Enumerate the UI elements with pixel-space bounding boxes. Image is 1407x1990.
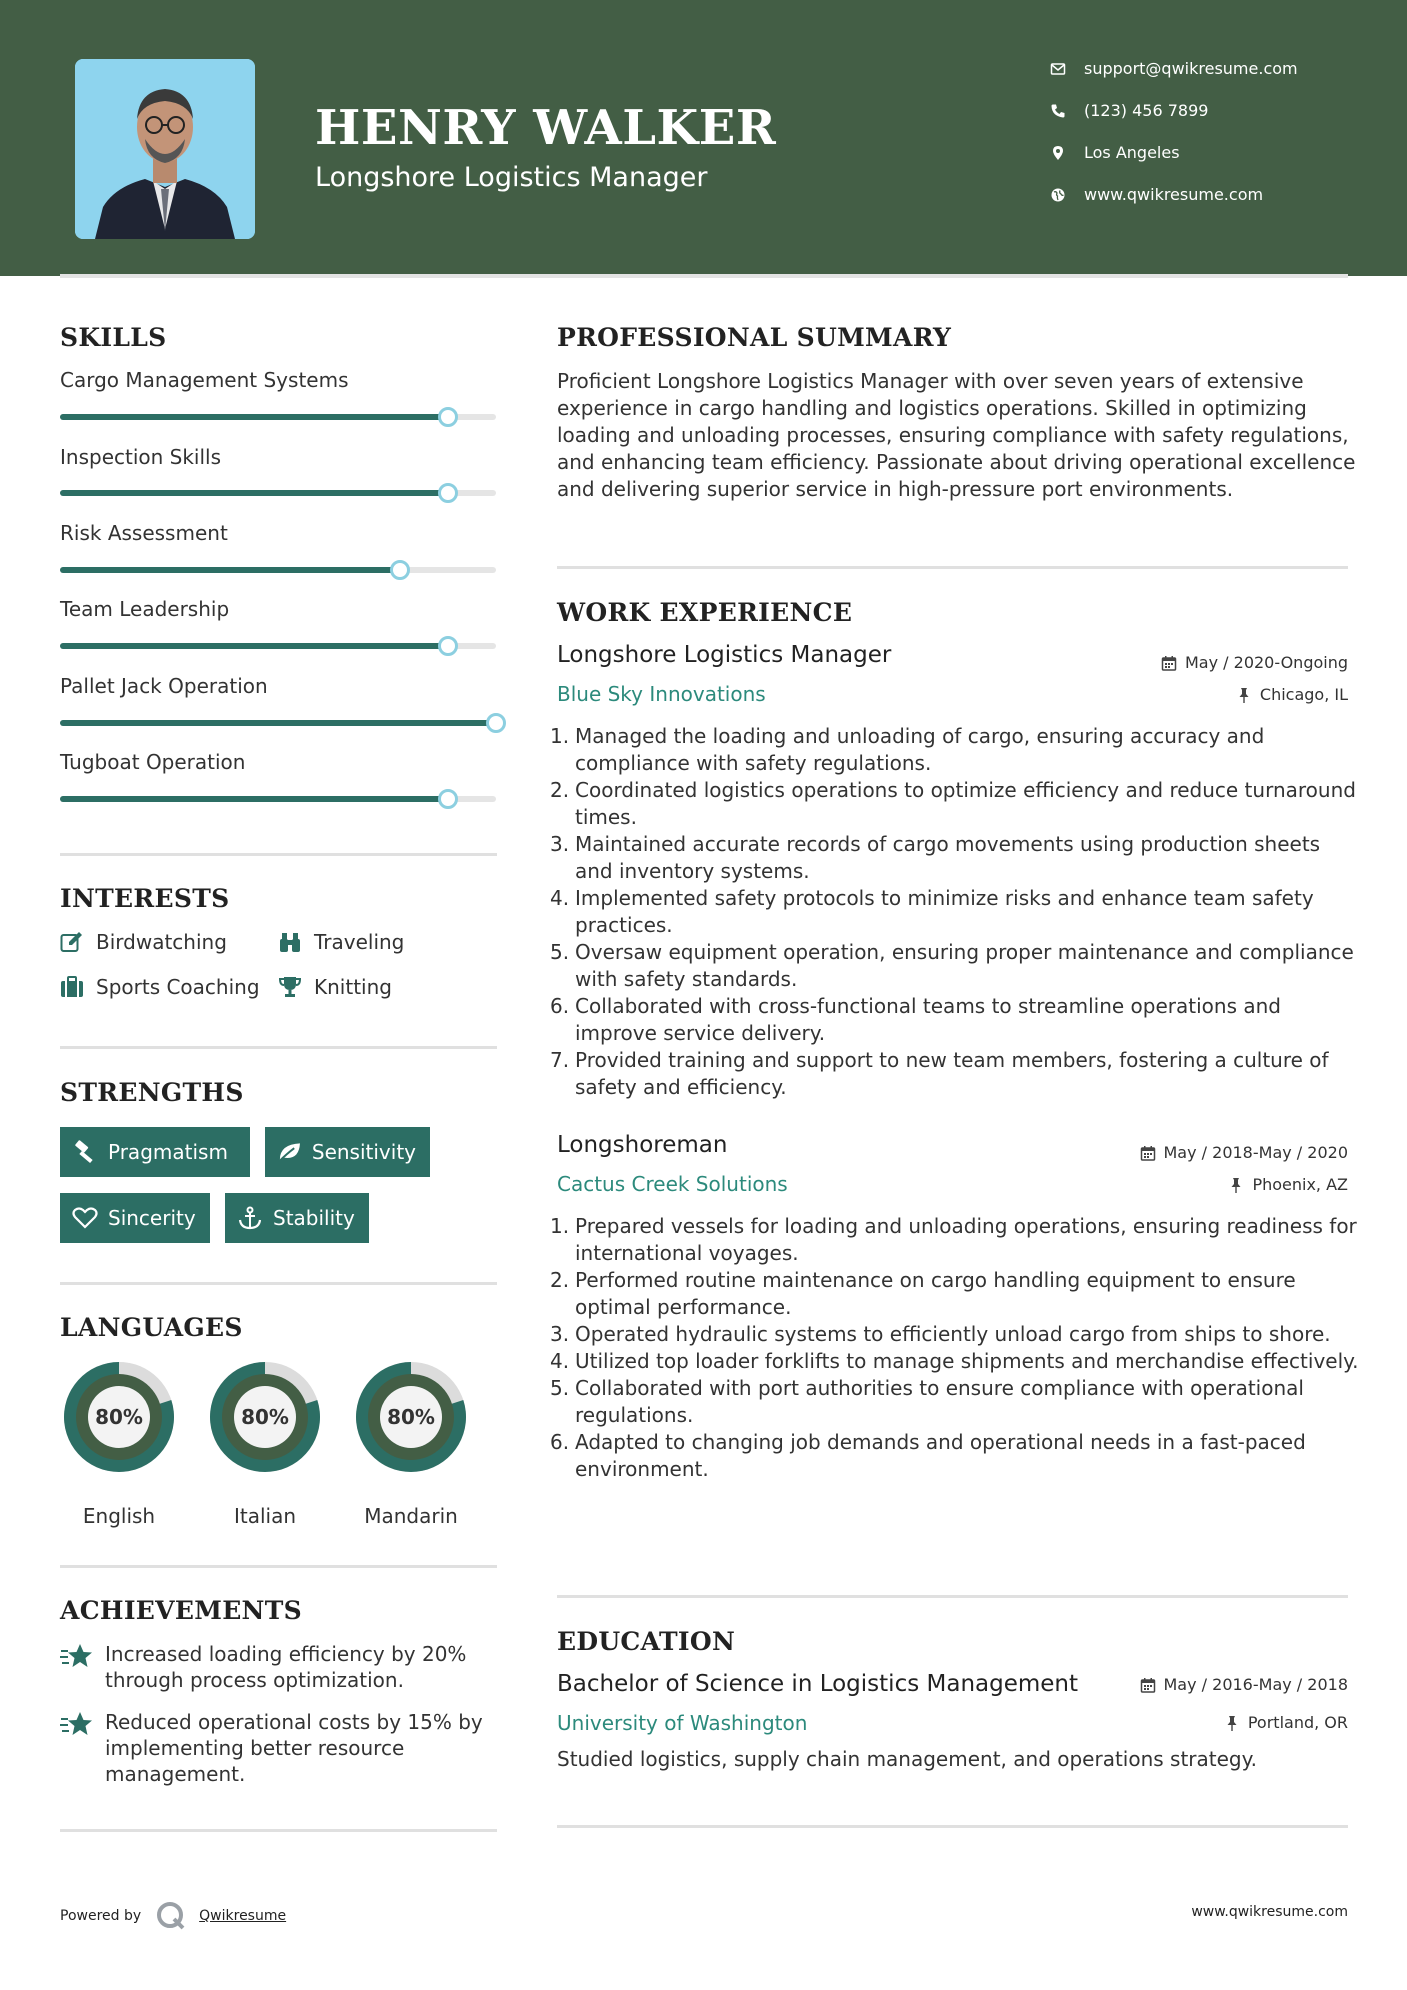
strength-badge	[265, 1127, 430, 1177]
email-text: support@qwikresume.com	[1084, 59, 1298, 78]
trophy-icon	[278, 976, 302, 998]
achievement-text: Increased loading efficiency by 20% through process optimization.	[105, 1642, 467, 1692]
brand-link[interactable]: Qwikresume	[199, 1908, 287, 1924]
summary-heading: PROFESSIONAL SUMMARY	[557, 323, 952, 352]
section-divider	[60, 1282, 497, 1285]
header-divider	[60, 274, 1348, 278]
list-item: 6. Adapted to changing job demands and operational needs in a fast-paced environment.	[550, 1429, 1360, 1483]
job-location-text: Phoenix, AZ	[1252, 1175, 1348, 1194]
skill-bar	[60, 490, 496, 496]
job-duties-list	[550, 1213, 1360, 1483]
skill-bar-knob	[438, 789, 458, 809]
duty-text: Provided training and support to new team members, fostering a culture of safety and efficiency.	[575, 1048, 1329, 1099]
education-location	[1224, 1713, 1348, 1732]
interest-label: Knitting	[314, 975, 392, 999]
education-heading: EDUCATION	[557, 1627, 736, 1656]
education-description: Studied logistics, supply chain management, and operations strategy.	[557, 1747, 1257, 1771]
list-item: 3. Maintained accurate records of cargo movements using production sheets and inventory systems.	[550, 831, 1360, 885]
job-dates-text: May / 2018-May / 2020	[1163, 1143, 1348, 1162]
section-divider	[60, 1046, 497, 1049]
language-percent: 80%	[95, 1405, 143, 1429]
interest-item	[60, 975, 260, 999]
job-location	[1228, 1175, 1348, 1194]
list-item: 1. Prepared vessels for loading and unloading operations, ensuring readiness for international voyages.	[550, 1213, 1360, 1267]
footer-powered-by	[60, 1900, 286, 1932]
phone-text: (123) 456 7899	[1084, 101, 1209, 120]
strengths-heading: STRENGTHS	[60, 1078, 244, 1107]
contact-email[interactable]	[1050, 59, 1298, 78]
education-dates-text: May / 2016-May / 2018	[1163, 1675, 1348, 1694]
language-ring	[350, 1356, 472, 1478]
skill-label: Risk Assessment	[60, 521, 228, 545]
duty-text: Collaborated with cross-functional teams to streamline operations and improve service delivery.	[575, 994, 1281, 1045]
heart-icon	[72, 1206, 98, 1230]
phone-icon	[1050, 103, 1066, 119]
company-name: Cactus Creek Solutions	[557, 1172, 788, 1196]
leaf-icon	[277, 1140, 302, 1164]
interest-item	[278, 930, 404, 954]
powered-by-text: Powered by	[60, 1908, 142, 1924]
education-location-text: Portland, OR	[1247, 1713, 1348, 1732]
calendar-icon	[1161, 655, 1177, 671]
strength-badge	[60, 1127, 250, 1177]
pushpin-icon	[1228, 1177, 1244, 1193]
contact-location	[1050, 143, 1180, 162]
skill-label: Team Leadership	[60, 597, 230, 621]
job-dates-text: May / 2020-Ongoing	[1185, 653, 1348, 672]
skill-bar-knob	[390, 560, 410, 580]
list-item: 7. Provided training and support to new team members, fostering a culture of safety and efficiency.	[550, 1047, 1360, 1101]
map-marker-icon	[1050, 145, 1066, 161]
pushpin-icon	[1236, 687, 1252, 703]
language-label: Mandarin	[364, 1504, 458, 1528]
duty-text: Prepared vessels for loading and unloading operations, ensuring readiness for international voyages.	[575, 1214, 1357, 1265]
skill-bar-knob	[438, 483, 458, 503]
skills-heading: SKILLS	[60, 323, 167, 352]
skill-bar-fill	[60, 490, 448, 496]
section-divider	[60, 1829, 497, 1832]
skill-bar-fill	[60, 414, 448, 420]
language-item	[204, 1356, 326, 1528]
globe-icon	[1050, 187, 1066, 203]
section-divider	[557, 1595, 1348, 1598]
list-item: 4. Utilized top loader forklifts to manage shipments and merchandise effectively.	[550, 1349, 1359, 1373]
duty-text: Managed the loading and unloading of cargo, ensuring accuracy and compliance with safety regulations.	[575, 724, 1265, 775]
language-ring	[204, 1356, 326, 1478]
job-dates	[1140, 1143, 1349, 1162]
language-ring	[58, 1356, 180, 1478]
gavel-icon	[72, 1140, 98, 1164]
section-divider	[557, 1825, 1348, 1828]
skill-bar	[60, 720, 496, 726]
list-item: 2. Coordinated logistics operations to optimize efficiency and reduce turnaround times.	[550, 777, 1360, 831]
website-text: www.qwikresume.com	[1084, 185, 1264, 204]
achievement-item	[60, 1709, 500, 1787]
list-item: 6. Collaborated with cross-functional teams to streamline operations and improve service delivery.	[550, 993, 1360, 1047]
duty-text: Utilized top loader forklifts to manage shipments and merchandise effectively.	[575, 1349, 1359, 1373]
profile-photo	[75, 59, 255, 239]
experience-heading: WORK EXPERIENCE	[557, 598, 853, 627]
star-icon	[60, 1641, 94, 1671]
job-location	[1236, 685, 1348, 704]
interest-item	[60, 930, 227, 954]
skill-bar-knob	[438, 407, 458, 427]
strength-badge	[60, 1193, 210, 1243]
job-dates	[1161, 653, 1348, 672]
interest-label: Traveling	[314, 930, 405, 954]
language-label: Italian	[233, 1504, 297, 1528]
qwikresume-logo-icon	[155, 1900, 187, 1932]
degree-title: Bachelor of Science in Logistics Management	[557, 1671, 1079, 1697]
section-divider	[557, 566, 1348, 569]
skill-bar	[60, 643, 496, 649]
strength-label: Stability	[273, 1206, 355, 1230]
job-title: Longshoreman	[557, 1132, 728, 1158]
interest-item	[278, 975, 392, 999]
skill-bar-fill	[60, 567, 400, 573]
duty-text: Implemented safety protocols to minimize risks and enhance team safety practices.	[575, 886, 1314, 937]
summary-text: Proficient Longshore Logistics Manager with over seven years of extensive experience in cargo handling and logistics operations. Skilled in optimizing loading and unloading processes, ensuring compliance with safety regulations, and enhancing team efficiency. Passionate about driving operational excellence and delivering superior service in high-pressure port environments.	[557, 369, 1356, 501]
list-item: 2. Performed routine maintenance on cargo handling equipment to ensure optimal performance.	[550, 1267, 1360, 1321]
list-item: 4. Implemented safety protocols to minimize risks and enhance team safety practices.	[550, 885, 1360, 939]
skill-bar-knob	[438, 636, 458, 656]
strength-label: Sincerity	[108, 1206, 196, 1230]
duty-text: Coordinated logistics operations to optimize efficiency and reduce turnaround times.	[575, 778, 1356, 829]
achievements-heading: ACHIEVEMENTS	[60, 1596, 302, 1625]
interest-label: Birdwatching	[96, 930, 227, 954]
interests-heading: INTERESTS	[60, 884, 230, 913]
job-location-text: Chicago, IL	[1259, 685, 1348, 704]
skill-bar	[60, 414, 496, 420]
calendar-icon	[1140, 1145, 1156, 1161]
duty-text: Oversaw equipment operation, ensuring proper maintenance and compliance with safety standards.	[575, 940, 1354, 991]
languages-heading: LANGUAGES	[60, 1313, 243, 1342]
language-item	[350, 1356, 472, 1528]
location-text: Los Angeles	[1084, 143, 1180, 162]
footer-website[interactable]: www.qwikresume.com	[1191, 1904, 1348, 1920]
candidate-name: HENRY WALKER	[315, 100, 777, 156]
skill-bar-fill	[60, 643, 448, 649]
job-title: Longshore Logistics Manager	[557, 642, 892, 668]
skill-bar-fill	[60, 720, 496, 726]
skill-label: Inspection Skills	[60, 445, 222, 469]
section-divider	[60, 853, 497, 856]
education-dates	[1140, 1675, 1349, 1694]
achievement-text: Reduced operational costs by 15% by implementing better resource management.	[105, 1710, 483, 1786]
skill-label: Tugboat Operation	[60, 750, 246, 774]
duty-text: Adapted to changing job demands and operational needs in a fast-paced environment.	[575, 1430, 1306, 1481]
duty-text: Maintained accurate records of cargo movements using production sheets and inventory systems.	[575, 832, 1321, 883]
list-item: 5. Collaborated with port authorities to ensure compliance with operational regulations.	[550, 1375, 1360, 1429]
contact-phone[interactable]	[1050, 101, 1208, 120]
language-percent: 80%	[241, 1405, 289, 1429]
skill-bar-fill	[60, 796, 448, 802]
list-item: 1. Managed the loading and unloading of cargo, ensuring accuracy and compliance with safety regulations.	[550, 723, 1360, 777]
list-item: 5. Oversaw equipment operation, ensuring proper maintenance and compliance with safety standards.	[550, 939, 1360, 993]
skill-bar-knob	[486, 713, 506, 733]
anchor-icon	[237, 1206, 263, 1230]
language-item	[58, 1356, 180, 1528]
pushpin-icon	[1224, 1715, 1240, 1731]
duty-text: Operated hydraulic systems to efficiently unload cargo from ships to shore.	[575, 1322, 1331, 1346]
envelope-icon	[1050, 61, 1066, 77]
list-item: 3. Operated hydraulic systems to efficiently unload cargo from ships to shore.	[550, 1322, 1331, 1346]
language-label: English	[82, 1504, 156, 1528]
strength-label: Sensitivity	[311, 1140, 416, 1164]
pencil-square-icon	[60, 931, 84, 953]
section-divider	[60, 1565, 497, 1568]
company-name: Blue Sky Innovations	[557, 682, 766, 706]
duty-text: Performed routine maintenance on cargo handling equipment to ensure optimal performance.	[575, 1268, 1296, 1319]
strength-label: Pragmatism	[108, 1140, 228, 1164]
contact-website[interactable]	[1050, 185, 1263, 204]
star-icon	[60, 1709, 94, 1739]
school-name: University of Washington	[557, 1711, 808, 1735]
briefcase-icon	[60, 976, 84, 998]
calendar-icon	[1140, 1677, 1156, 1693]
duty-text: Collaborated with port authorities to ensure compliance with operational regulations.	[575, 1376, 1304, 1427]
skill-label: Pallet Jack Operation	[60, 674, 268, 698]
language-percent: 80%	[387, 1405, 435, 1429]
binoculars-icon	[278, 931, 302, 953]
candidate-title: Longshore Logistics Manager	[315, 162, 708, 193]
interest-label: Sports Coaching	[96, 975, 260, 999]
strength-badge	[225, 1193, 369, 1243]
skill-bar	[60, 567, 496, 573]
skill-label: Cargo Management Systems	[60, 368, 349, 392]
skill-bar	[60, 796, 496, 802]
achievement-item	[60, 1641, 500, 1693]
job-duties-list	[550, 723, 1360, 1101]
